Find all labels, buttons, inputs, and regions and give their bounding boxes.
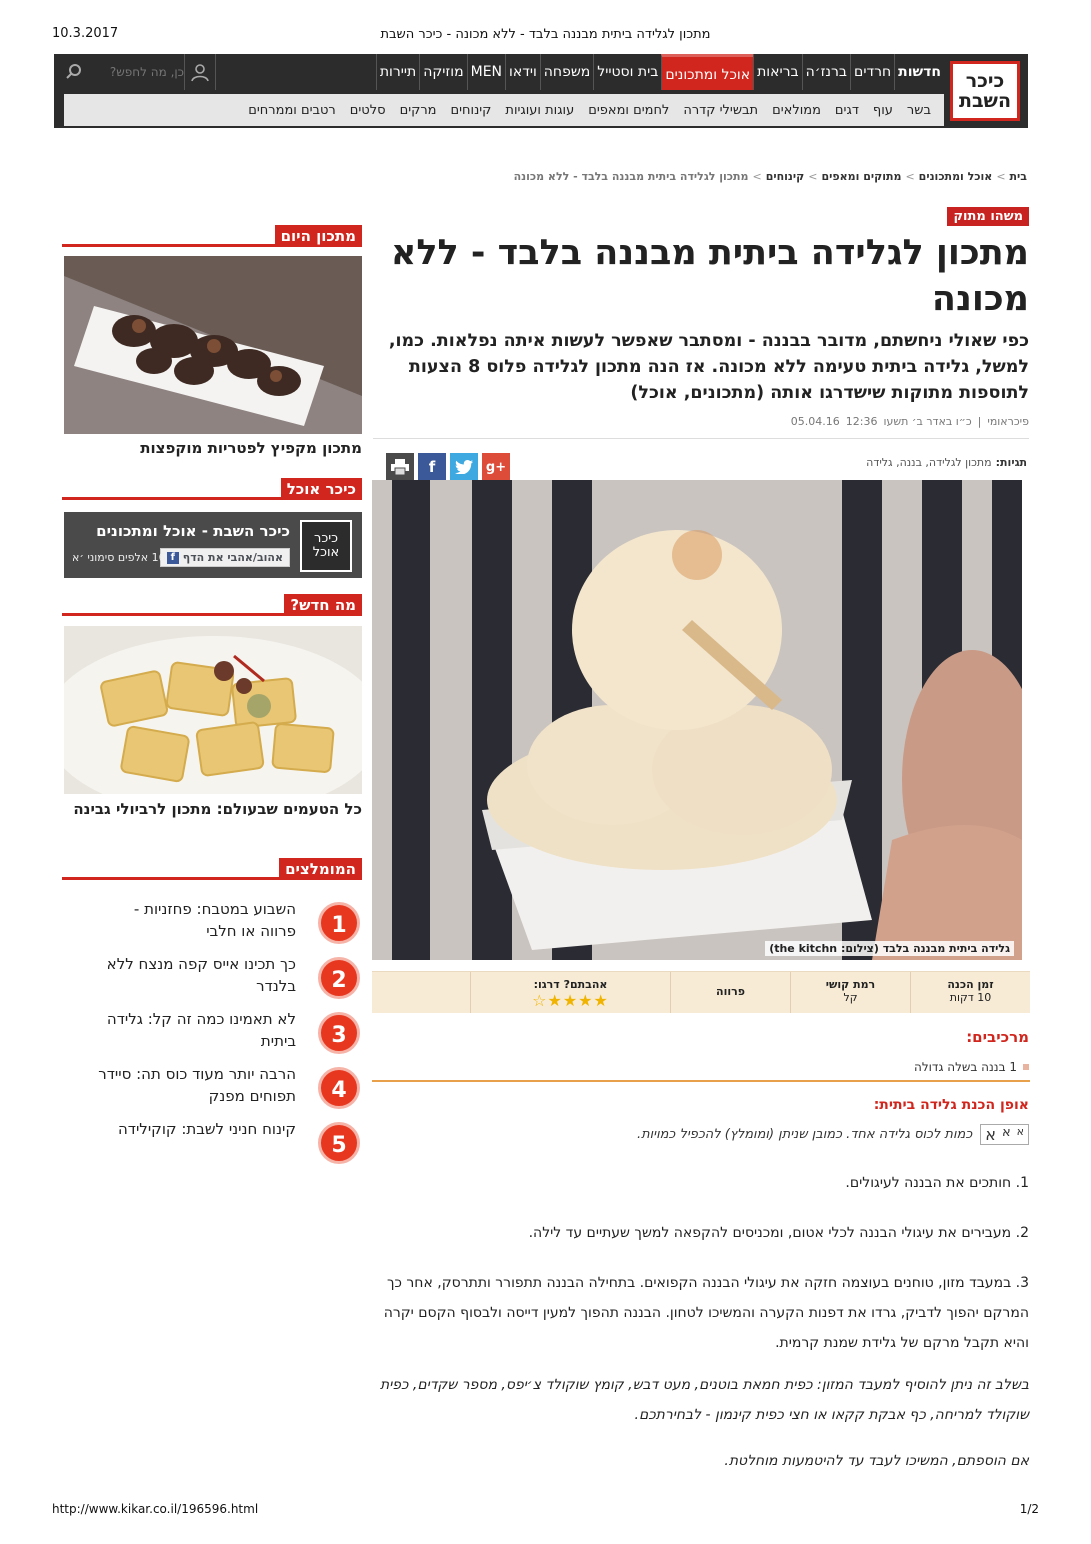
nav-item-music[interactable]: מוזיקה	[419, 54, 466, 90]
ingredient-text: 1 בננה בשלה גדולה	[914, 1060, 1017, 1074]
recommended-text[interactable]: קינוח חניני לשבת: קוקילידה	[117, 1120, 296, 1138]
fb-logo-line-2: אוכל	[312, 545, 340, 560]
rank-number: 5	[318, 1122, 360, 1164]
hero-image	[372, 480, 1022, 960]
whats-new-image[interactable]	[64, 626, 362, 794]
preparation-note	[637, 1124, 1029, 1145]
sub-item-breads[interactable]: לחמים ומאפים	[588, 102, 670, 118]
nav-item-haredim[interactable]: חרדים	[850, 54, 894, 90]
fb-like-count: 16 אלפים סימוני ׳א	[72, 551, 166, 564]
user-icon[interactable]	[184, 54, 216, 90]
whats-new-header	[62, 594, 362, 616]
ingredients-title: מרכיבים:	[966, 1028, 1029, 1046]
facebook-widget	[64, 512, 362, 578]
breadcrumb-desserts[interactable]: קינוחים	[765, 170, 805, 183]
share-buttons	[386, 453, 510, 481]
article-meta: פיכראומי | כ״ו באדר ב׳ תשעו 12:36 05.04.16	[373, 415, 1029, 439]
recipe-of-day-header	[62, 225, 362, 247]
rating	[470, 972, 670, 1013]
difficulty-label: רמת קושי	[825, 978, 876, 991]
prep-time-label: זמן הכנה	[947, 978, 994, 991]
sub-item-fish[interactable]: דגים	[834, 102, 859, 118]
sub-item-stews[interactable]: תבשילי קדרה	[683, 102, 759, 118]
nav-search	[54, 54, 216, 90]
star-icon[interactable]: ★	[578, 991, 594, 1010]
recommended-item[interactable]	[64, 1118, 362, 1164]
category-badge[interactable]: משהו מתוק	[947, 207, 1029, 226]
ingredient-item	[914, 1060, 1029, 1074]
google-plus-icon[interactable]: g+	[482, 453, 510, 481]
kosher-type	[670, 972, 790, 1013]
step-1: 1. חותכים את הבננה לעיגולים.	[845, 1175, 1029, 1191]
breadcrumb-current: מתכון לגלידה ביתית מבננה בלבד - ללא מכונה	[513, 170, 749, 183]
nav-item-home-style[interactable]: בית וסטייל	[593, 54, 661, 90]
recommended-header	[62, 858, 362, 880]
twitter-icon[interactable]	[450, 453, 478, 481]
breadcrumb-sweets[interactable]: מתוקים ומאפים	[821, 170, 902, 183]
breadcrumb-food[interactable]: אוכל ומתכונים	[918, 170, 993, 183]
print-url: http://www.kikar.co.il/196596.html	[52, 1502, 259, 1516]
nav-top-menu	[376, 54, 944, 90]
facebook-icon[interactable]: f	[418, 453, 446, 481]
breadcrumb-home[interactable]: בית	[1009, 170, 1027, 183]
sub-item-desserts[interactable]: קינוחים	[450, 102, 492, 118]
font-large-button[interactable]: א	[985, 1125, 996, 1144]
extras-text: בשלב זה ניתן להוסיף למעבד המזון: כפית חמאת בוטנים, מעט דבש, קומץ שוקולד צ׳יפס, מספר שקדים, כפית שוקולד למריחה, כף אבקת קקאו או חצי כפית קינמון - לבחירתכם.	[379, 1377, 1029, 1423]
fb-like-label: אהוב/אהבי את הדף	[182, 551, 283, 564]
recommended-text[interactable]: הרבה יותר מעוד כוס תה: סיידר תפוחים מפנק	[98, 1065, 296, 1105]
step-3: 3. במעבד מזון, טוחנים בעוצמה חזקה את עיגולי הבננה הקפואים. בתחילה הבננה תתפורר ותתרסק, אחר כך המרקם יהפוך לדביק, גרדו את דפנות הקערה והמשיכו לטחון. הבננה תהפוך למעין דייסה ולבסוף הקסם יקרה והיא תקבל מרקם של גלידת שמנת קרמית.	[383, 1275, 1029, 1351]
rank-number: 1	[318, 902, 360, 944]
article-author[interactable]: פיכראומי	[987, 415, 1029, 428]
recommended-item[interactable]	[64, 953, 362, 999]
tags-label: תגיות:	[995, 456, 1027, 469]
tags-list[interactable]: מתכון לגלידה, בננה, גלידה	[866, 456, 992, 469]
nav-item-branja[interactable]: ברנז׳ה	[802, 54, 850, 90]
step-2: 2. מעבירים את עיגולי הבננה לכלי אטום, ומכניסים להקפאה למשך שעתיים עד לילה.	[528, 1225, 1029, 1241]
sub-item-stuffed[interactable]: ממולאים	[772, 102, 821, 118]
final-text: אם הוספתם, המשיכו לעבד עד להיטמעות מוחלטת.	[724, 1453, 1029, 1469]
recipe-of-day-title: מתכון היום	[275, 225, 362, 247]
recommended-item[interactable]	[64, 1008, 362, 1054]
star-icon[interactable]: ☆	[532, 991, 548, 1010]
star-icon[interactable]: ★	[562, 991, 579, 1010]
sub-item-chicken[interactable]: עוף	[872, 102, 893, 118]
recipe-of-day-image[interactable]	[64, 256, 362, 434]
recommended-text[interactable]: השבוע במטבח: פחזניות - פרווה או חלבי	[133, 900, 296, 940]
recipe-of-day-caption[interactable]: מתכון מקפיץ לפטריות מוקפצות	[140, 439, 362, 457]
print-date: 10.3.2017	[52, 26, 119, 41]
search-icon[interactable]	[54, 54, 94, 90]
whats-new-caption[interactable]: כל הטעמים שבעולם: מתכון לרביולי גבינה	[73, 800, 362, 818]
recommended-item[interactable]	[64, 898, 362, 944]
kikar-food-title: כיכר אוכל	[281, 478, 362, 500]
nav-sub-menu	[64, 94, 944, 126]
facebook-icon: f	[167, 552, 179, 564]
nav-item-health[interactable]: בריאות	[753, 54, 802, 90]
font-size-controls	[980, 1124, 1029, 1145]
main-nav	[54, 54, 1028, 128]
nav-item-family[interactable]: משפחה	[540, 54, 593, 90]
rank-number: 3	[318, 1012, 360, 1054]
site-logo[interactable]	[944, 54, 1028, 128]
whats-new-title: מה חדש?	[284, 594, 362, 616]
recommended-item[interactable]	[64, 1063, 362, 1109]
rank-number: 2	[318, 957, 360, 999]
logo-line-1: כיכר	[965, 70, 1005, 92]
fb-like-button[interactable]	[160, 548, 290, 567]
kikar-food-logo[interactable]	[300, 520, 352, 572]
star-icon[interactable]: ★	[547, 991, 563, 1010]
nav-item-news[interactable]: חדשות	[894, 54, 944, 90]
logo-line-2: השבת	[958, 90, 1012, 112]
star-icon[interactable]: ★	[593, 991, 609, 1010]
article-subtitle: כפי שאולי ניחשתם, מדובר בבננה - ומסתבר שאפשר לעשות איתה נפלאות. כמו, למשל, גלידה ביתית טעימה ללא מכונה. אז הנה מתכון לגלידה פלוס 8 הצעות לתוספות מתוקות שישדרגו אותה (מתכונים, אוכל)	[388, 331, 1029, 403]
recommended-text[interactable]: כך תכינו אייס קפה מנצח ללא בלנדר	[106, 955, 296, 995]
search-input[interactable]	[94, 65, 184, 79]
article-tags	[866, 456, 1027, 469]
rank-number: 4	[318, 1067, 360, 1109]
sub-item-cakes[interactable]: עוגות ועוגיות	[505, 102, 575, 118]
font-small-button[interactable]: א	[1016, 1125, 1024, 1138]
nav-item-tourism[interactable]: תיירות	[376, 54, 419, 90]
article-hebrew-date: כ״ו באדר ב׳ תשעו	[883, 415, 972, 428]
recommended-text[interactable]: לא תאמינו כמה זה קל: גלידה ביתית	[106, 1010, 296, 1050]
sub-item-meat[interactable]: בשר	[906, 102, 931, 118]
font-medium-button[interactable]: א	[1001, 1125, 1011, 1140]
print-title: מתכון לגלידה ביתית מבננה בלבד - ללא מכונה - כיכר השבת	[380, 27, 711, 42]
divider	[372, 1080, 1030, 1082]
recommended-title: המומלצים	[279, 858, 362, 880]
fb-page-name[interactable]: כיכר השבת - אוכל ומתכונים	[96, 522, 290, 540]
rating-label: אהבתם? דרגו:	[533, 978, 608, 991]
nav-item-men[interactable]: MEN	[467, 54, 505, 90]
article-time: 12:36	[845, 415, 878, 428]
sub-item-soups[interactable]: מרקים	[399, 102, 437, 118]
note-text: כמות לכוס גלידה אחד. כמובן שניתן (ומומלץ) להכפיל כמויות.	[636, 1127, 973, 1142]
article-date: 05.04.16	[790, 415, 840, 428]
kikar-food-header	[62, 478, 362, 500]
fb-logo-line-1: כיכר	[314, 531, 338, 546]
difficulty-value: קל	[843, 991, 858, 1004]
breadcrumb: בית > אוכל ומתכונים > מתוקים ומאפים > קינוחים > מתכון לגלידה ביתית מבננה בלבד - ללא מכונה	[513, 170, 1027, 183]
bullet-icon	[1023, 1064, 1029, 1070]
prep-time	[910, 972, 1030, 1013]
sub-item-salads[interactable]: סלטים	[349, 102, 386, 118]
sub-item-sauces[interactable]: רטבים וממרחים	[248, 102, 336, 118]
image-caption: גלידה ביתית מבננה בלבד (צילום: the kitchn)	[765, 941, 1014, 956]
preparation-title: אופן הכנת גלידה ביתית:	[873, 1097, 1029, 1113]
article-title: מתכון לגלידה ביתית מבננה בלבד - ללא מכונה	[390, 233, 1029, 319]
kosher-value: פרווה	[716, 985, 745, 998]
print-icon[interactable]	[386, 453, 414, 481]
recipe-info-bar	[372, 971, 1030, 1013]
difficulty	[790, 972, 910, 1013]
nav-item-food[interactable]: אוכל ומתכונים	[661, 54, 753, 90]
print-page-number: 1/2	[1019, 1502, 1039, 1516]
nav-item-video[interactable]: וידאו	[505, 54, 540, 90]
rating-stars[interactable]	[532, 991, 609, 1010]
prep-time-value: 10 דקות	[949, 991, 992, 1004]
